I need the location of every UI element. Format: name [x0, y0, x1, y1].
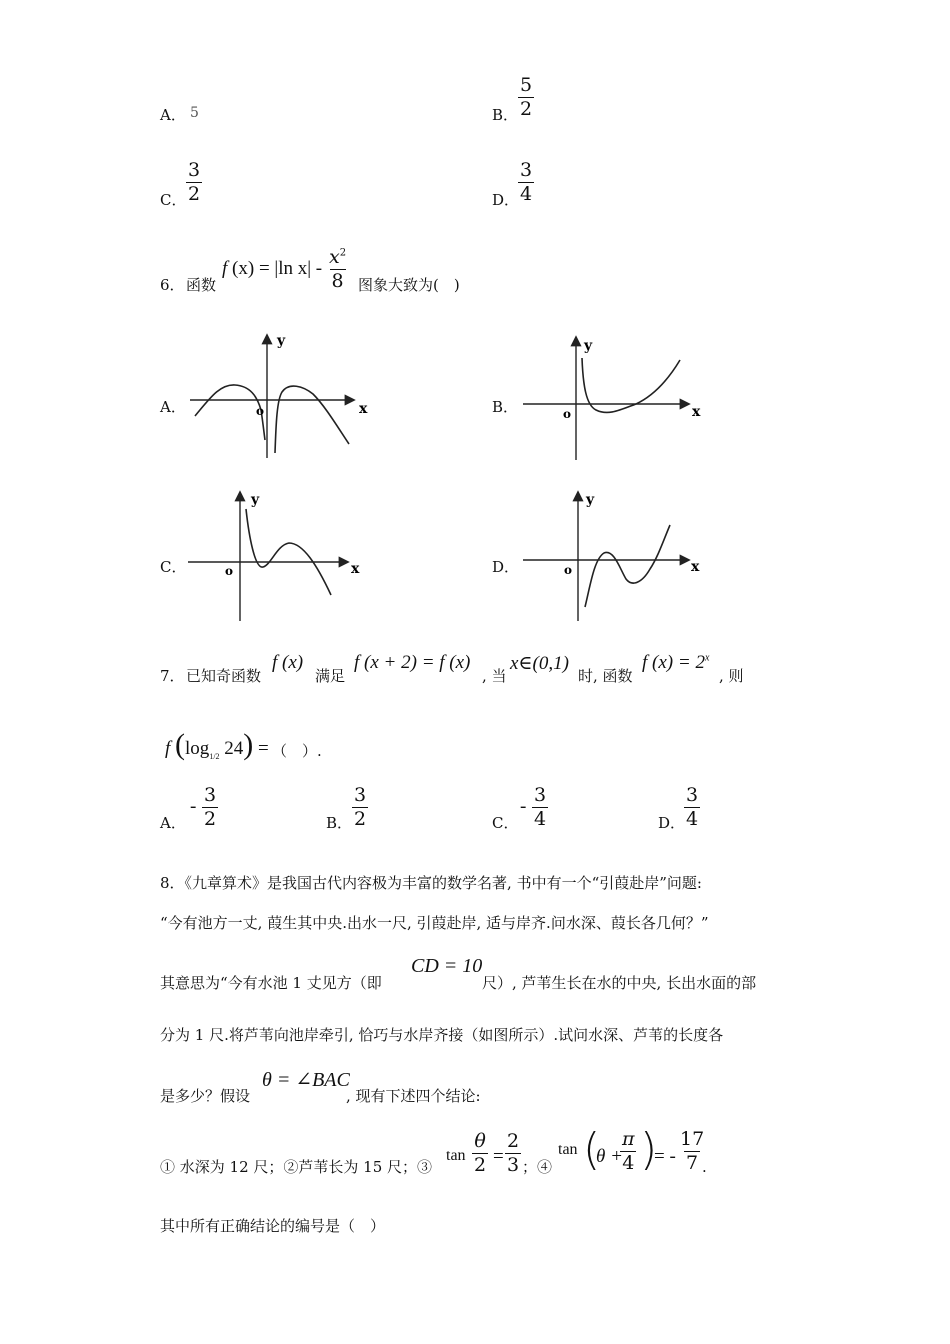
q8-theta-over-2: [472, 1132, 488, 1175]
q6-fraction: [327, 248, 348, 291]
numerator: 3: [204, 784, 217, 806]
q7-option-c-sign: -: [520, 796, 527, 817]
q8-tan-1: tan: [446, 1147, 466, 1164]
q8-big-paren-right: ): [640, 1124, 658, 1175]
q8-line-5b: , 现有下述四个结论:: [346, 1087, 481, 1105]
q5-option-b-label: B．: [492, 106, 519, 124]
q7-option-b-label: B．: [326, 814, 353, 832]
denominator: 2: [354, 808, 367, 830]
abs-ln: |ln x|: [274, 258, 312, 279]
q8-line-3b: 尺）, 芦苇生长在水的中央, 长出水面的部: [482, 974, 757, 992]
numerator: 17: [680, 1128, 705, 1150]
q7-formula-1: f (x): [272, 652, 304, 673]
curve-left: [195, 385, 265, 440]
curve: [585, 525, 670, 607]
q7-option-a-fraction: [202, 786, 218, 829]
q6-prefix: 函数: [186, 276, 217, 294]
denominator: 7: [686, 1152, 699, 1174]
q8-tan-2: tan: [558, 1141, 578, 1158]
q5-option-d-fraction: [518, 161, 534, 204]
q6-option-b-label: B．: [492, 398, 519, 416]
q6-graph-a: [185, 328, 375, 463]
q5-option-c-fraction: [186, 161, 202, 204]
q8-pi-over-4: [620, 1130, 637, 1173]
origin-label: o: [256, 404, 265, 418]
numerator: π: [622, 1128, 635, 1150]
q5-option-d-label: D．: [492, 191, 520, 209]
numerator: θ: [474, 1130, 486, 1152]
q6-formula-lhs: [222, 258, 322, 280]
q6-suffix: 图象大致为( ): [358, 276, 460, 294]
exponent: x: [704, 652, 710, 664]
q7-formula-2: f (x + 2) = f (x): [354, 652, 471, 673]
origin-label: o: [563, 407, 572, 421]
y-label: y: [251, 492, 260, 508]
q8-line-5a: 是多少？假设: [160, 1087, 251, 1105]
exponent: 2: [339, 247, 347, 259]
numerator: 5: [520, 74, 533, 96]
q8-line-1: 8．《九章算术》是我国古代内容极为丰富的数学名著, 书中有一个“引葭赴岸”问题:: [160, 874, 702, 892]
q8-theta-plus: θ +: [596, 1146, 623, 1167]
right-paren: ): [243, 728, 254, 761]
q7-option-b-fraction: [352, 786, 368, 829]
origin-label: o: [225, 564, 234, 578]
arg: (x): [232, 258, 255, 279]
q5-option-c-label: C．: [160, 191, 187, 209]
q8-line-3a: 其意思为“今有水池 1 丈见方（即: [160, 974, 382, 992]
q6-graph-d: [518, 487, 708, 627]
q6-graph-c: [185, 487, 375, 627]
q6-number: 6．: [160, 276, 185, 294]
denominator: 8: [331, 270, 344, 292]
numerator: 3: [520, 159, 533, 181]
q8-final-dot: .: [702, 1158, 707, 1176]
x-label: x: [359, 401, 368, 417]
log-base: 1/2: [209, 751, 220, 761]
minus: -: [315, 258, 323, 279]
curve-right: [275, 386, 349, 453]
x-var: x: [329, 246, 340, 268]
x-label: x: [692, 404, 701, 420]
y-label: y: [584, 338, 593, 354]
x-label: x: [691, 559, 700, 575]
q8-cd-formula: CD = 10: [411, 955, 483, 977]
origin-label: o: [564, 563, 573, 577]
denominator: 4: [622, 1152, 635, 1174]
q8-conclusions-start: ① 水深为 12 尺；②芦苇长为 15 尺；③: [160, 1158, 433, 1176]
q7-blank: （ ）.: [272, 742, 322, 760]
formula-body: f (x) = 2: [642, 652, 705, 673]
equals: =: [258, 738, 269, 759]
y-label: y: [277, 333, 286, 349]
numerator: 2: [507, 1130, 520, 1152]
y-label: y: [586, 492, 595, 508]
q7-text-5: , 则: [719, 667, 744, 685]
log: log: [185, 738, 210, 759]
x-label: x: [351, 561, 360, 577]
denominator: 2: [520, 98, 533, 120]
f-symbol: f: [222, 258, 228, 279]
f-symbol: f: [165, 738, 171, 759]
log-arg: 24: [219, 738, 244, 759]
q8-big-paren-left: (: [583, 1124, 601, 1175]
q7-text-1: 已知奇函数: [186, 667, 262, 685]
q7-formula-3: x∈(0,1): [510, 653, 569, 674]
q8-line-2: “今有池方一丈, 葭生其中央.出水一尺, 引葭赴岸, 适与岸齐.问水深、葭长各几何？”: [160, 914, 709, 932]
numerator: [327, 248, 348, 269]
q8-theta-formula: θ = ∠BAC: [262, 1069, 350, 1091]
denominator: 2: [188, 183, 201, 205]
denominator: 3: [507, 1154, 520, 1176]
curve: [246, 509, 331, 595]
numerator: 3: [354, 784, 367, 806]
q7-option-c-label: C．: [492, 814, 519, 832]
equals: =: [258, 258, 270, 279]
q6-option-a-label: A．: [160, 398, 186, 416]
q7-option-d-label: D．: [658, 814, 686, 832]
q8-question-end: 其中所有正确结论的编号是（ ）: [160, 1217, 386, 1235]
q6-graph-b: [518, 330, 708, 465]
q6-option-c-label: C．: [160, 558, 187, 576]
denominator: 4: [686, 808, 699, 830]
left-paren: (: [175, 728, 186, 761]
q5-option-b-fraction: [518, 76, 534, 119]
numerator: 3: [188, 159, 201, 181]
q7-text-2: 满足: [315, 667, 346, 685]
q7-option-c-fraction: [532, 786, 548, 829]
q7-number: 7．: [160, 667, 185, 685]
q7-text-4: 时, 函数: [578, 667, 633, 685]
q7-formula-4: [642, 652, 709, 674]
numerator: 3: [534, 784, 547, 806]
q5-option-a-value: 5: [190, 105, 199, 121]
denominator: 2: [204, 808, 217, 830]
q8-equals-1: =: [493, 1146, 504, 1167]
q7-line2: [165, 728, 269, 762]
denominator: 4: [534, 808, 547, 830]
q7-option-a-label: A．: [160, 814, 186, 832]
denominator: 2: [474, 1154, 487, 1176]
q7-option-a-sign: -: [190, 796, 197, 817]
denominator: 4: [520, 183, 533, 205]
q8-separator: ；④: [522, 1158, 553, 1176]
q6-option-d-label: D．: [492, 558, 520, 576]
q8-fraction-2-3: [505, 1132, 521, 1175]
q5-option-a-label: A．: [160, 106, 186, 124]
q8-equals-minus: = -: [654, 1146, 676, 1167]
q8-line-4: 分为 1 尺.将芦苇向池岸牵引, 恰巧与水岸齐接（如图所示）.试问水深、芦苇的长度各: [160, 1026, 724, 1044]
q7-text-3: , 当: [482, 667, 507, 685]
numerator: 3: [686, 784, 699, 806]
q7-option-d-fraction: [684, 786, 700, 829]
